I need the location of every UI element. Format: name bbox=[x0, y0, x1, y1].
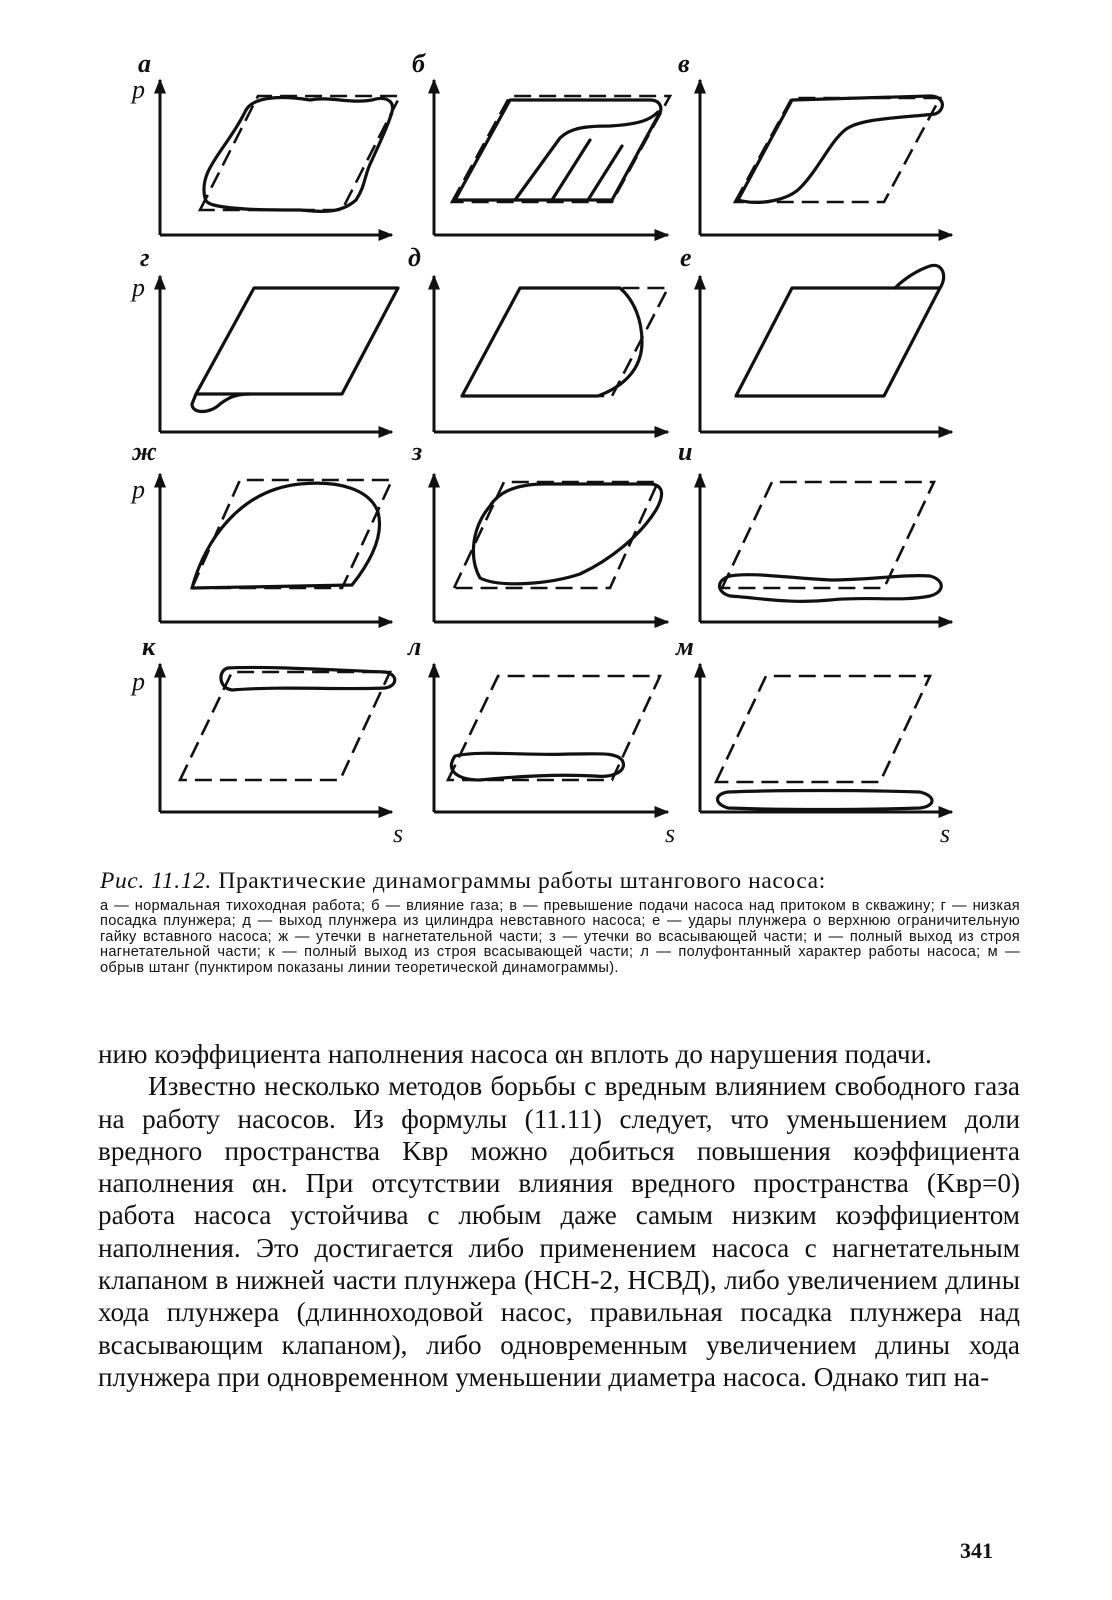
actual-dynamogram bbox=[736, 288, 940, 396]
actual-dynamogram bbox=[192, 483, 380, 588]
panel-letter-a: а bbox=[138, 49, 151, 78]
panel-l bbox=[407, 632, 668, 812]
caption-title-line bbox=[100, 868, 1020, 895]
panel-letter-k: к bbox=[142, 632, 156, 661]
panel-d bbox=[408, 243, 668, 432]
panel-letter-l: л bbox=[408, 632, 422, 661]
figure-caption bbox=[100, 868, 1020, 976]
panel-b bbox=[412, 49, 670, 235]
theoretical-dynamogram bbox=[454, 482, 658, 588]
theoretical-dynamogram bbox=[716, 676, 930, 782]
p-axis-label: p bbox=[132, 75, 145, 104]
actual-dynamogram bbox=[204, 98, 393, 212]
page-number: 341 bbox=[960, 1538, 993, 1563]
body-text bbox=[98, 1038, 1020, 1393]
gas-influence-curve bbox=[552, 140, 590, 200]
actual-dynamogram bbox=[718, 791, 933, 810]
panel-i bbox=[678, 437, 952, 622]
actual-dynamogram bbox=[455, 100, 661, 200]
panel-k bbox=[130, 632, 395, 812]
paragraph: Известно несколько методов борьбы с вредным влиянием свободного газа на работу насосов. Из формулы (11.11) следует, что уменьшением доли вредного пространства Kвр можно добиться повышения коэффициента наполнения αн. При отсутствии влияния вредного пространства (Kвр=0) работа насоса устойчива с любым даже самым низким коэффициентом наполнения. Это достигается либо применением насоса с нагнетательным клапаном в нижней части плунжера (НСН-2, НСВД), либо увеличением длины хода плунжера (длинноходовой насос, правильная посадка плунжера над всасывающим клапаном), либо одновременным увеличением длины хода плунжера при одновременном уменьшении диаметра насоса. Однако тип на- bbox=[98, 1071, 1020, 1392]
p-axis-label: p bbox=[132, 273, 145, 302]
panel-g bbox=[130, 243, 398, 432]
theoretical-dynamogram bbox=[462, 288, 668, 396]
panel-letter-zh: ж bbox=[132, 437, 157, 466]
theoretical-dynamogram bbox=[722, 482, 934, 588]
caption-title: Практические динамограммы работы штангового насоса: bbox=[218, 868, 826, 894]
panel-letter-e: е bbox=[680, 243, 692, 272]
p-axis-label: p bbox=[132, 667, 145, 696]
panel-letter-v: в bbox=[678, 49, 690, 78]
actual-dynamogram bbox=[462, 288, 642, 396]
panel-letter-m: м bbox=[676, 632, 694, 661]
panel-letter-g: г bbox=[140, 243, 150, 272]
panel-letter-d: д bbox=[408, 243, 421, 272]
panel-a bbox=[130, 49, 400, 235]
s-axis-label: s bbox=[940, 819, 951, 848]
panel-m bbox=[675, 632, 952, 812]
theoretical-dynamogram bbox=[448, 676, 660, 780]
paragraph-continuation: нию коэффициента наполнения насоса αн вплоть до нарушения подачи. bbox=[98, 1039, 932, 1069]
actual-dynamogram bbox=[196, 288, 398, 394]
actual-dynamogram bbox=[451, 753, 623, 780]
panel-z bbox=[411, 437, 668, 622]
panel-letter-i: и bbox=[678, 437, 693, 466]
s-axis-label: s bbox=[665, 819, 676, 848]
caption-legend: а — нормальная тихоходная работа; б — влияние газа; в — превышение подачи насоса над притоком в скважину; г — низкая посадка плунжера; д — выход плунжера из цилиндра невставного насоса; е — удары плунжера о верхнюю ограничительную гайку вставного насоса; ж — утечки в нагнетательной части; з — утечки во всасывающей части; и — полный выход из строя нагнетательной части; к — полный выход из строя всасывающей части; л — полуфонтанный характер работы насоса; м — обрыв штанг (пунктиром показаны линии теоретической динамограммы). bbox=[100, 898, 1020, 976]
panel-letter-b: б bbox=[412, 49, 425, 78]
panel-zh bbox=[130, 437, 392, 622]
actual-dynamogram-tail bbox=[192, 394, 250, 412]
panel-v bbox=[678, 49, 952, 235]
panel-letter-z: з bbox=[412, 437, 423, 466]
figure-number: Рис. 11.12. bbox=[100, 868, 212, 894]
p-axis-label: p bbox=[132, 475, 145, 504]
plunger-impact-spike bbox=[895, 265, 944, 288]
theoretical-dynamogram bbox=[200, 96, 400, 210]
s-axis-label: s bbox=[393, 819, 404, 848]
panel-e bbox=[680, 243, 952, 432]
